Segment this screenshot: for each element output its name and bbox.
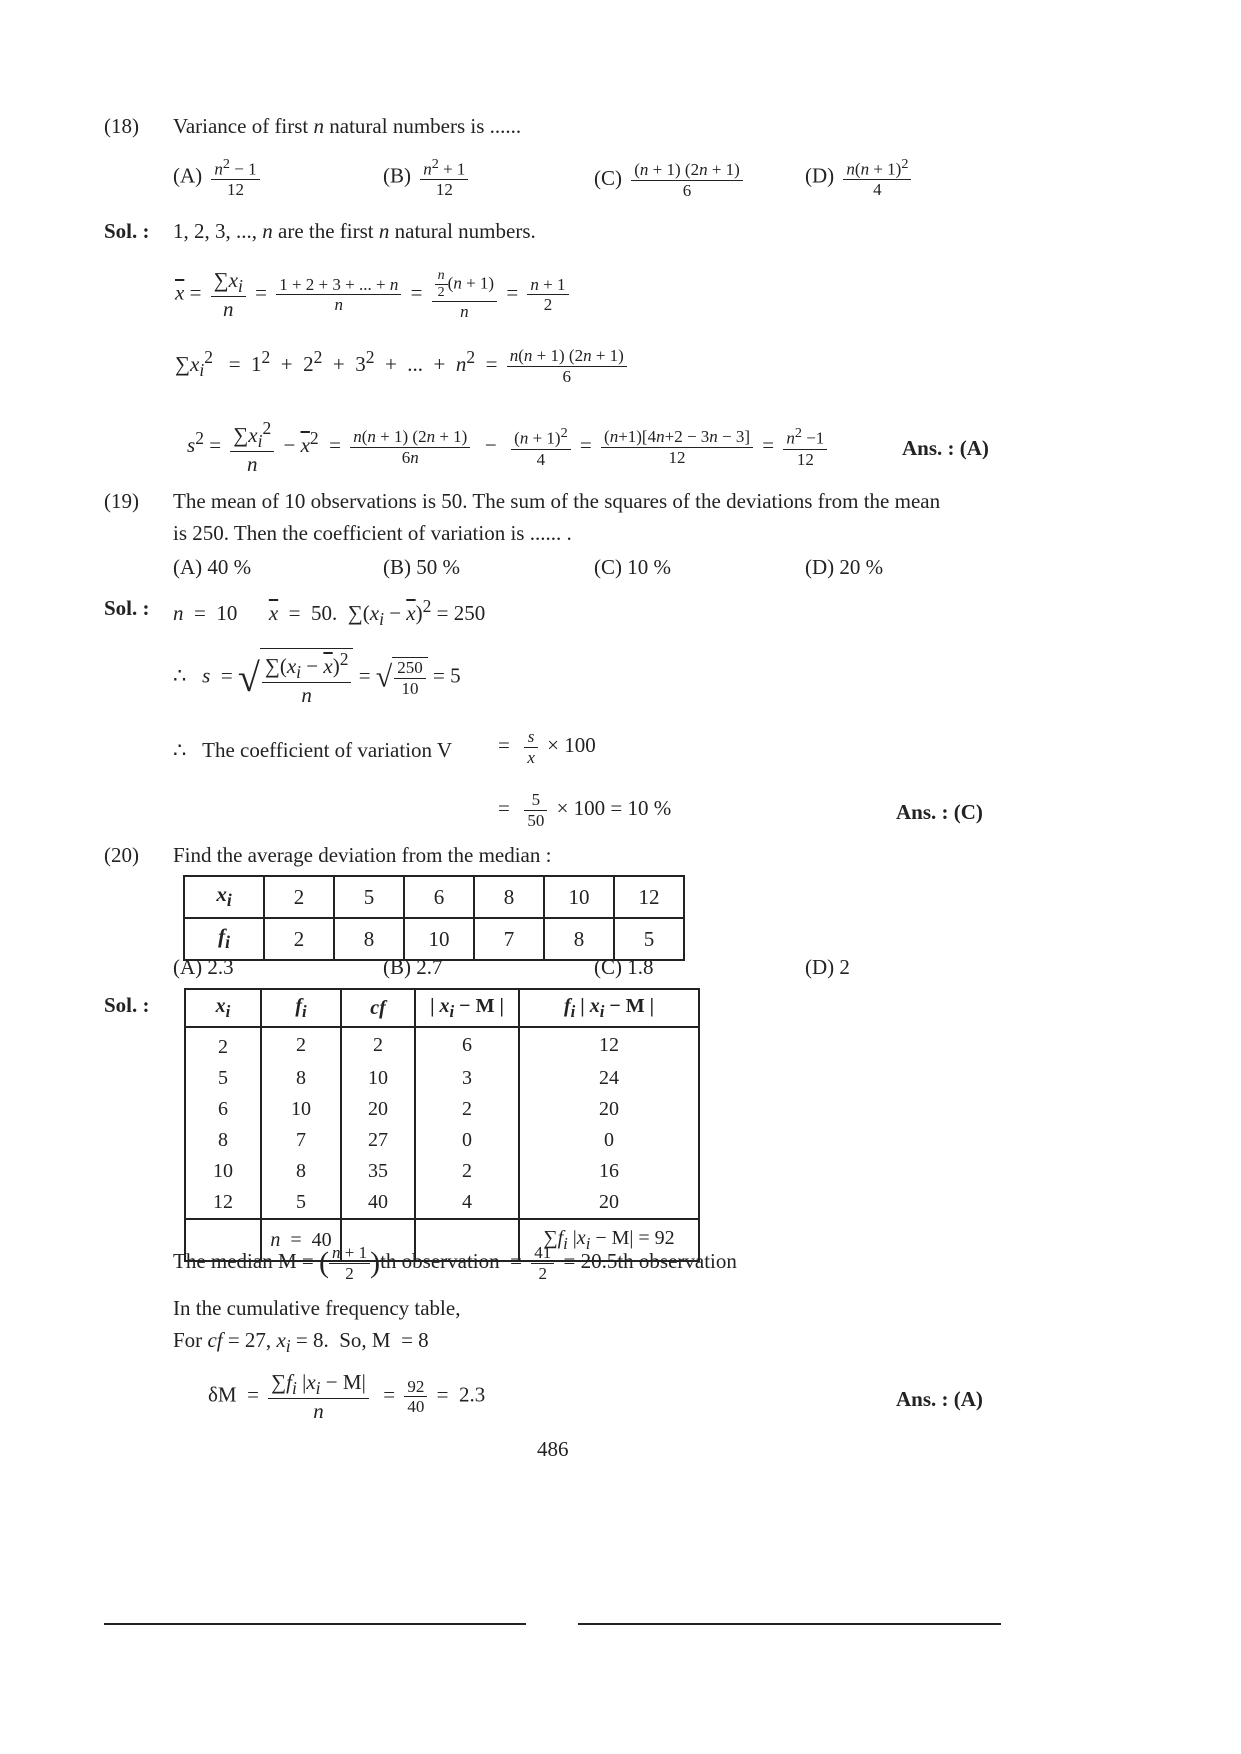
q19-answer: Ans. : (C) (896, 800, 983, 824)
q18-number: (18) (104, 114, 139, 138)
q20-sol-header-cf: cf (341, 989, 415, 1027)
q20-xi-row (184, 876, 684, 918)
q20-fi-cell: 8 (544, 918, 614, 960)
q20-fi-cell: 8 (334, 918, 404, 960)
q19-option-d: (D) 20 % (805, 555, 884, 579)
table-cell: 35 (341, 1156, 415, 1187)
q20-sol-header-fi: $f_i$ (261, 989, 341, 1027)
q20-sum-total: $\sum f_i$ $|x_i - M| = 92$ (519, 1219, 699, 1261)
table-cell: 20 (341, 1094, 415, 1125)
q19-option-a: (A) 40 % (173, 555, 252, 579)
table-row (185, 1027, 699, 1063)
q20-xi-cell: 2 (264, 876, 334, 918)
table-cell: 20 (519, 1094, 699, 1125)
table-cell: 8 (185, 1125, 261, 1156)
q20-option-b: (B) 2.7 (383, 955, 443, 979)
table-cell: 16 (519, 1156, 699, 1187)
q19-sol-label: Sol. : (104, 596, 150, 620)
q19-question-line1: The mean of 10 observations is 50. The sum of the squares of the deviations from the mean (173, 489, 941, 513)
q18-option-c: (C) $\frac{(n + 1) (2n + 1)}{6}$ (594, 160, 747, 200)
table-cell: 2 (261, 1027, 341, 1063)
q19-option-b: (B) 50 % (383, 555, 460, 579)
table-cell: 10 (185, 1156, 261, 1187)
q20-fi-cell: 5 (614, 918, 684, 960)
q20-delta-formula: δM = $\frac{\sum f_i |x_i - M|}{n}$ = $\frac{92}{40}$ = 2.3 (208, 1370, 486, 1424)
table-cell: 24 (519, 1063, 699, 1094)
q18-option-d: (D) $\frac{n(n + 1)^2}{4}$ (805, 156, 915, 200)
q20-fi-cell: 2 (264, 918, 334, 960)
q20-sol-header-row (185, 989, 699, 1027)
table-cell: 3 (415, 1063, 519, 1094)
table-cell: 8 (261, 1156, 341, 1187)
q20-xi-cell: 12 (614, 876, 684, 918)
table-row (185, 1156, 699, 1187)
q18-sum-squares: $\sum x_i^2 = 1^2 + 2^2 + 3^2$ + ... + $n^2$ = $\frac{n(n + 1) (2n + 1)}{6}$ (175, 346, 631, 386)
q20-cf-line: For cf = 27, $x_i = 8$. So, M = 8 (173, 1328, 429, 1357)
q20-question: Find the average deviation from the median : (173, 843, 552, 867)
q18-option-b: (B) $\frac{n^2 + 1}{12}$ (383, 156, 472, 200)
q19-cov-text: The coefficient of variation V (202, 738, 453, 762)
q20-option-d: (D) 2 (805, 955, 850, 979)
table-row (185, 1063, 699, 1094)
q20-sol-header-fdev: $f_i$ | $x_i - M$ | (519, 989, 699, 1027)
table-row (185, 1094, 699, 1125)
table-cell: 27 (341, 1125, 415, 1156)
table-cell: 12 (185, 1187, 261, 1219)
table-cell: 8 (261, 1063, 341, 1094)
table-cell: 2 (415, 1094, 519, 1125)
q18-answer: Ans. : (A) (902, 436, 989, 460)
table-cell: 40 (341, 1187, 415, 1219)
q19-number: (19) (104, 489, 139, 513)
table-cell: 5 (185, 1063, 261, 1094)
q18-option-a: (A) $\frac{n^2 - 1}{12}$ (173, 156, 264, 200)
footer-divider-right (578, 1623, 1001, 1625)
q20-sum-value: = 92 (638, 1226, 675, 1249)
table-cell: 0 (415, 1125, 519, 1156)
q19-cov-formula: = $\frac{s}{x}$ × 100 (498, 727, 596, 767)
table-cell: 4 (415, 1187, 519, 1219)
q20-xi-cell: 5 (334, 876, 404, 918)
q19-sd-formula: ∴ s = √ $\frac{\sum(x_i - \overline{x})^2}{n}$ = √ $\frac{250}{10}$ = 5 (173, 649, 461, 708)
q19-cov-result: = $\frac{5}{50}$ × 100 = 10 % (498, 790, 672, 830)
q20-fi-header: $f_i$ (184, 918, 264, 960)
table-cell: 0 (519, 1125, 699, 1156)
table-cell: 2 (185, 1027, 261, 1063)
table-cell: 20 (519, 1187, 699, 1219)
q20-xi-cell: 6 (404, 876, 474, 918)
q20-median-tail: = 20.5th observation (563, 1248, 737, 1273)
q19-question-line2: is 250. Then the coefficient of variation is ...... . (173, 521, 572, 545)
table-cell: 2 (341, 1027, 415, 1063)
q19-given: n = 10 $\overline{x} = 50$. $\sum(x_i - \overline{x})^2 = 250$ (173, 596, 486, 630)
q20-fi-cell: 7 (474, 918, 544, 960)
q18-sol-label: Sol. : (104, 219, 150, 243)
q20-median-text: The median M = (173, 1248, 314, 1273)
q20-fi-cell: 10 (404, 918, 474, 960)
q20-sol-header-xi: $x_i$ (185, 989, 261, 1027)
table-cell: 2 (415, 1156, 519, 1187)
table-cell: 10 (261, 1094, 341, 1125)
q20-median-line: The median M = ( $\frac{n + 1}{2}$ )th observation = $\frac{41}{2}$ = 20.5th observation (173, 1243, 737, 1283)
q18-sol-text: 1, 2, 3, ..., n are the first n natural numbers. (173, 219, 536, 243)
q20-data-table (183, 875, 685, 961)
q20-solution-table (184, 988, 700, 1262)
q20-xi-header: $x_i$ (184, 876, 264, 918)
q20-fi-row (184, 918, 684, 960)
q18-question: Variance of first n natural numbers is ...... (173, 114, 522, 138)
table-cell: 12 (519, 1027, 699, 1063)
q20-sol-header-dev: | $x_i - M$ | (415, 989, 519, 1027)
q20-option-c: (C) 1.8 (594, 955, 654, 979)
table-cell: 6 (185, 1094, 261, 1125)
page-number: 486 (537, 1437, 569, 1461)
table-cell: 7 (261, 1125, 341, 1156)
q19-option-c: (C) 10 % (594, 555, 671, 579)
q19-cov-line: ∴ The coefficient of variation V (173, 738, 453, 762)
footer-divider-left (104, 1623, 526, 1625)
q20-number: (20) (104, 843, 139, 867)
q18-variance-formula: $s^2$ = $\frac{\sum x_i^2}{n}$ − $\overline{x}^2$ = $\frac{n(n + 1) (2n + 1)}{6n}$ − $\frac{(n + 1)^2}{4}$ = $\frac{(n+1)[4n+2 - 3n - 3]}{12}$ = $\frac{n^2 -1}{12}$ (187, 418, 831, 476)
q19-result-text: × 100 = 10 % (556, 795, 672, 820)
q20-sol-label: Sol. : (104, 993, 150, 1017)
q18-mean-formula: $\overline{x}$ = $\frac{\sum x_i}{n}$ = $\frac{1 + 2 + 3 + ... + n}{n}$ = $\frac{n}{2}$ (n + 1) n = $\frac{n + 1}{2}$ (175, 268, 573, 322)
table-cell: 5 (261, 1187, 341, 1219)
q20-xi-cell: 8 (474, 876, 544, 918)
q20-answer: Ans. : (A) (896, 1387, 983, 1411)
q20-option-a: (A) 2.3 (173, 955, 234, 979)
table-cell: 6 (415, 1027, 519, 1063)
table-row (185, 1187, 699, 1219)
q20-cumulative-text: In the cumulative frequency table, (173, 1296, 461, 1320)
table-row (185, 1125, 699, 1156)
table-cell: 10 (341, 1063, 415, 1094)
q20-xi-cell: 10 (544, 876, 614, 918)
q20-n-total: n = 40 (261, 1219, 341, 1261)
